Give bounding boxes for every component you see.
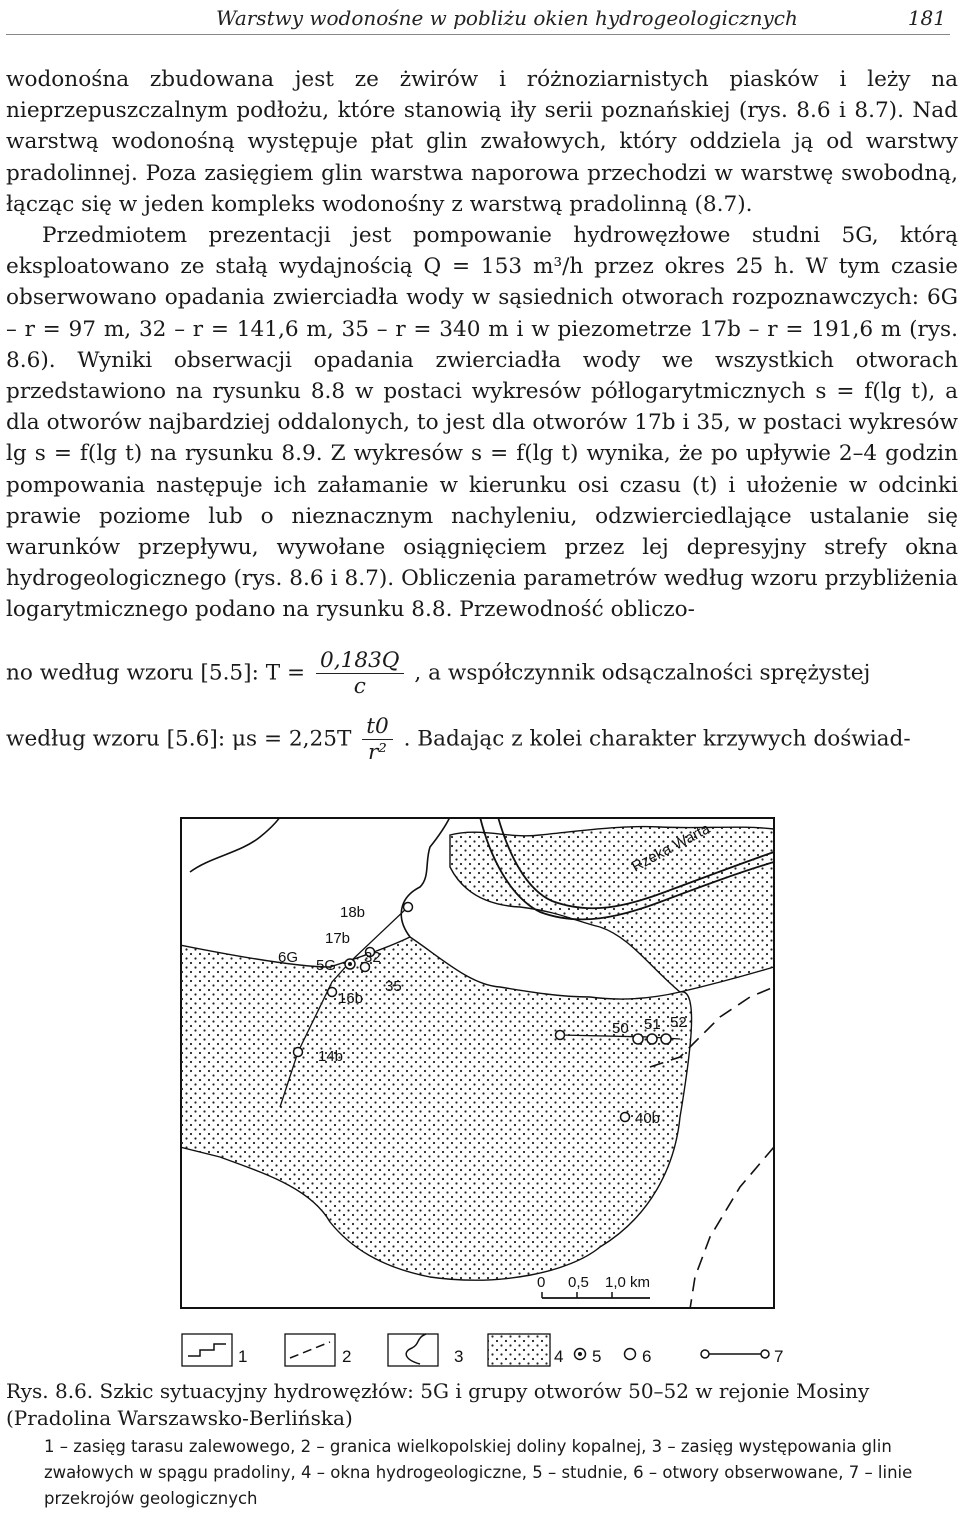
well-label-32: 32 xyxy=(364,949,381,966)
legend-label-6: 6 xyxy=(642,1347,652,1366)
running-title: Warstwy wodonośne w pobliżu okien hydrogeologicznych xyxy=(216,6,798,30)
legend-label-4: 4 xyxy=(554,1347,564,1366)
figure-caption: Rys. 8.6. Szkic sytuacyjny hydrowęzłów: 5G i grupy otworów 50–52 w rejonie Mosiny (Pradolina Warszawsko-Berlińska) xyxy=(6,1379,870,1430)
legend-label-5: 5 xyxy=(592,1347,602,1366)
well-label-5g: 5G xyxy=(316,957,337,974)
legend-label-3: 3 xyxy=(454,1347,464,1366)
map-legend xyxy=(180,1330,790,1370)
well-label-14b: 14b xyxy=(318,1048,344,1065)
well-label-35: 35 xyxy=(385,978,402,995)
formula-text-after-T: , a współczynnik odsączalności sprężystej xyxy=(414,660,871,686)
well-label-6g: 6G xyxy=(278,949,299,966)
paragraph-2: Przedmiotem prezentacji jest pompowanie hydrowęzłowe studni 5G, którą eksploatowano ze stałą wydajnością Q = 153 m³/h przez okres 25 h. W tym czasie obserwowano opadania zwierciadła wody w sąsiednich otworach rozpoznawczych: 6G – r = 97 m, 32 – r = 141,6 m, 35 – r = 340 m i w piezometrze 17b – r = 191,6 m (rys. 8.6). Wyniki obserwacji opadania zwierciadła wody we wszystkich otworach przedstawiono na rysunku 8.8 w postaci wykresów półlogarytmicznych s = f(lg t), a dla otworów najbardziej oddalonych, to jest dla otworów 17b i 35, w postaci wykresów lg s = f(lg t) na rysunku 8.9. Z wykresów s = f(lg t) wynika, że po upływie 2–4 godzin pompowania następuje ich załamanie w kierunku osi czasu (t) i ułożenie w odcinki prawie poziome lub o nieznacznym nachyleniu, odzwierciedlające ustalanie się warunków przepływu, wywołane osiągnięciem przez lej depresyjny strefy okna hydrogeologicznego (rys. 8.6 i 8.7). Obliczenia parametrów według wzoru przybliżenia logarytmicznego podano na rysunku 8.8. Przewodność obliczo- xyxy=(6,223,958,623)
well-label-40b: 40b xyxy=(635,1110,661,1127)
river-label: Rzeka Warta xyxy=(628,820,713,876)
formula-text-before-mu: według wzoru [5.6]: μs = 2,25T xyxy=(6,726,352,752)
formula-text-after-mu: . Badając z kolei charakter krzywych doświad- xyxy=(403,726,911,752)
figure-legend-text: 1 – zasięg tarasu zalewowego, 2 – granica wielkopolskiej doliny kopalnej, 3 – zasięg występowania glin zwałowych w spągu pradoliny, 4 – okna hydrogeologiczne, 5 – studnie, 6 – otwory obserwowane, 7 – linie przekrojów geologicznych xyxy=(44,1437,913,1508)
scale-tick-one: 1,0 km xyxy=(605,1274,651,1291)
scale-tick-half: 0,5 xyxy=(568,1274,589,1291)
legend-label-2: 2 xyxy=(342,1347,352,1366)
well-label-50: 50 xyxy=(612,1020,629,1037)
fraction-T-denominator: c xyxy=(353,674,366,699)
paragraph-1: wodonośna zbudowana jest ze żwirów i różnoziarnistych piasków i leży na nieprzepuszczalnym podłożu, które stanowią iły serii poznańskiej (rys. 8.6 i 8.7). Nad warstwą wodonośną występuje płat glin zwałowych, który oddziela ją od warstwy pradolinnej. Poza zasięgiem glin warstwa naporowa przechodzi w warstwę swobodną, łącząc się w jeden kompleks wodonośny z warstwą pradolinną (8.7). xyxy=(6,67,958,217)
formula-text-before-T: no według wzoru [5.5]: T = xyxy=(6,660,306,686)
well-label-16b: 16b xyxy=(338,990,364,1007)
body-text xyxy=(6,64,958,626)
situation-map xyxy=(180,817,775,1309)
formula-line-transmissivity xyxy=(6,648,958,699)
fraction-T-numerator: 0,183Q xyxy=(316,648,404,674)
fraction-mu xyxy=(362,714,392,765)
fraction-mu-numerator: t0 xyxy=(362,714,392,740)
fraction-T xyxy=(316,648,404,699)
well-label-18b: 18b xyxy=(340,904,366,921)
page-number: 181 xyxy=(907,6,946,30)
page-header xyxy=(6,2,950,35)
well-label-51: 51 xyxy=(644,1016,661,1033)
legend-label-7: 7 xyxy=(774,1347,784,1366)
fraction-mu-denominator: r² xyxy=(367,740,387,765)
well-label-17b: 17b xyxy=(325,930,351,947)
formula-line-storativity xyxy=(6,714,958,765)
well-label-52: 52 xyxy=(670,1014,687,1031)
scale-tick-0: 0 xyxy=(537,1274,546,1291)
legend-label-1: 1 xyxy=(238,1347,248,1366)
